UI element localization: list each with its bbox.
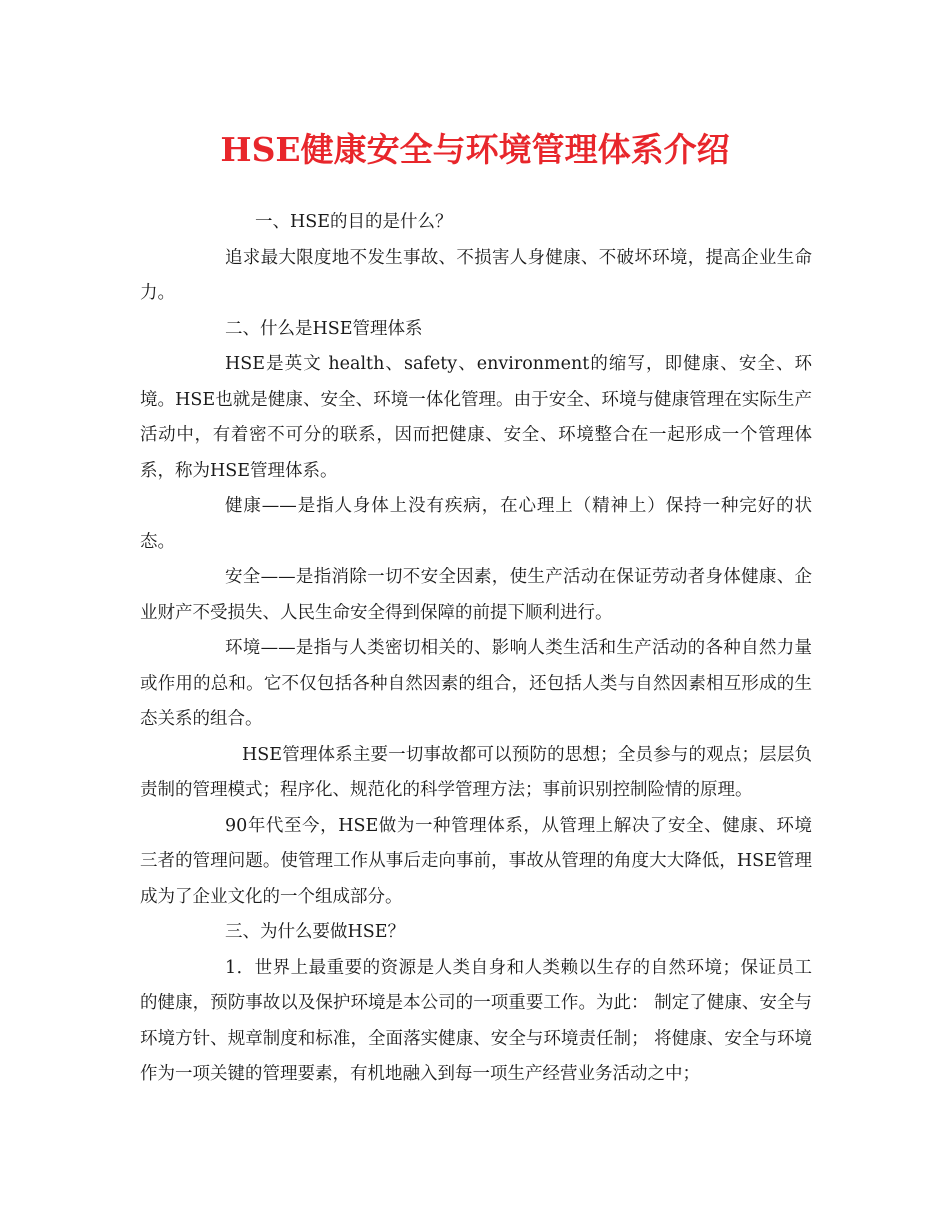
paragraph-safety: 安全——是指消除一切不安全因素，使生产活动在保证劳动者身体健康、企业财产不受损失、人民生命安全得到保障的前提下顺利进行。	[140, 567, 812, 623]
section-heading-what-is-hse: 二、什么是HSE管理体系	[225, 318, 423, 339]
section-heading-why-hse: 三、为什么要做HSE？	[225, 922, 406, 942]
document-title: HSE健康安全与环境管理体系介绍	[220, 130, 730, 169]
section-heading-purpose: 一、HSE的目的是什么？	[255, 212, 453, 232]
paragraph-health: 健康——是指人身体上没有疾病，在心理上（精神上）保持一种完好的状态。	[140, 496, 812, 552]
paragraph-reason-1: 1．世界上最重要的资源是人类自身和人类赖以生存的自然环境；保证员工的健康，预防事故以及保护环境是本公司的一项重要工作。为此： 制定了健康、安全与环境方针、规章制度和标准，全面落实健康、安全与环境责任制； 将健康、安全与环境作为一项关键的管理要素，有机地融入到每一项生产经营业务活动之中；	[140, 957, 812, 1084]
paragraph-hse-definition: HSE是英文 health、safety、environment的缩写，即健康、安全、环境。HSE也就是健康、安全、环境一体化管理。由于安全、环境与健康管理在实际生产活动中，有着密不可分的联系，因而把健康、安全、环境整合在一起形成一个管理体系，称为HSE管理体系。	[140, 354, 812, 481]
paragraph-purpose: 追求最大限度地不发生事故、不损害人身健康、不破坏环境，提高企业生命力。	[140, 247, 812, 303]
document-body	[140, 205, 812, 1093]
paragraph-history: 90年代至今，HSE做为一种管理体系，从管理上解决了安全、健康、环境三者的管理问题。使管理工作从事后走向事前，事故从管理的角度大大降低，HSE管理成为了企业文化的一个组成部分。	[140, 815, 812, 907]
paragraph-management-principles: HSE管理体系主要一切事故都可以预防的思想；全员参与的观点；层层负责制的管理模式；程序化、规范化的科学管理方法；事前识别控制险情的原理。	[140, 744, 812, 800]
paragraph-environment: 环境——是指与人类密切相关的、影响人类生活和生产活动的各种自然力量或作用的总和。它不仅包括各种自然因素的组合，还包括人类与自然因素相互形成的生态关系的组合。	[140, 638, 812, 729]
